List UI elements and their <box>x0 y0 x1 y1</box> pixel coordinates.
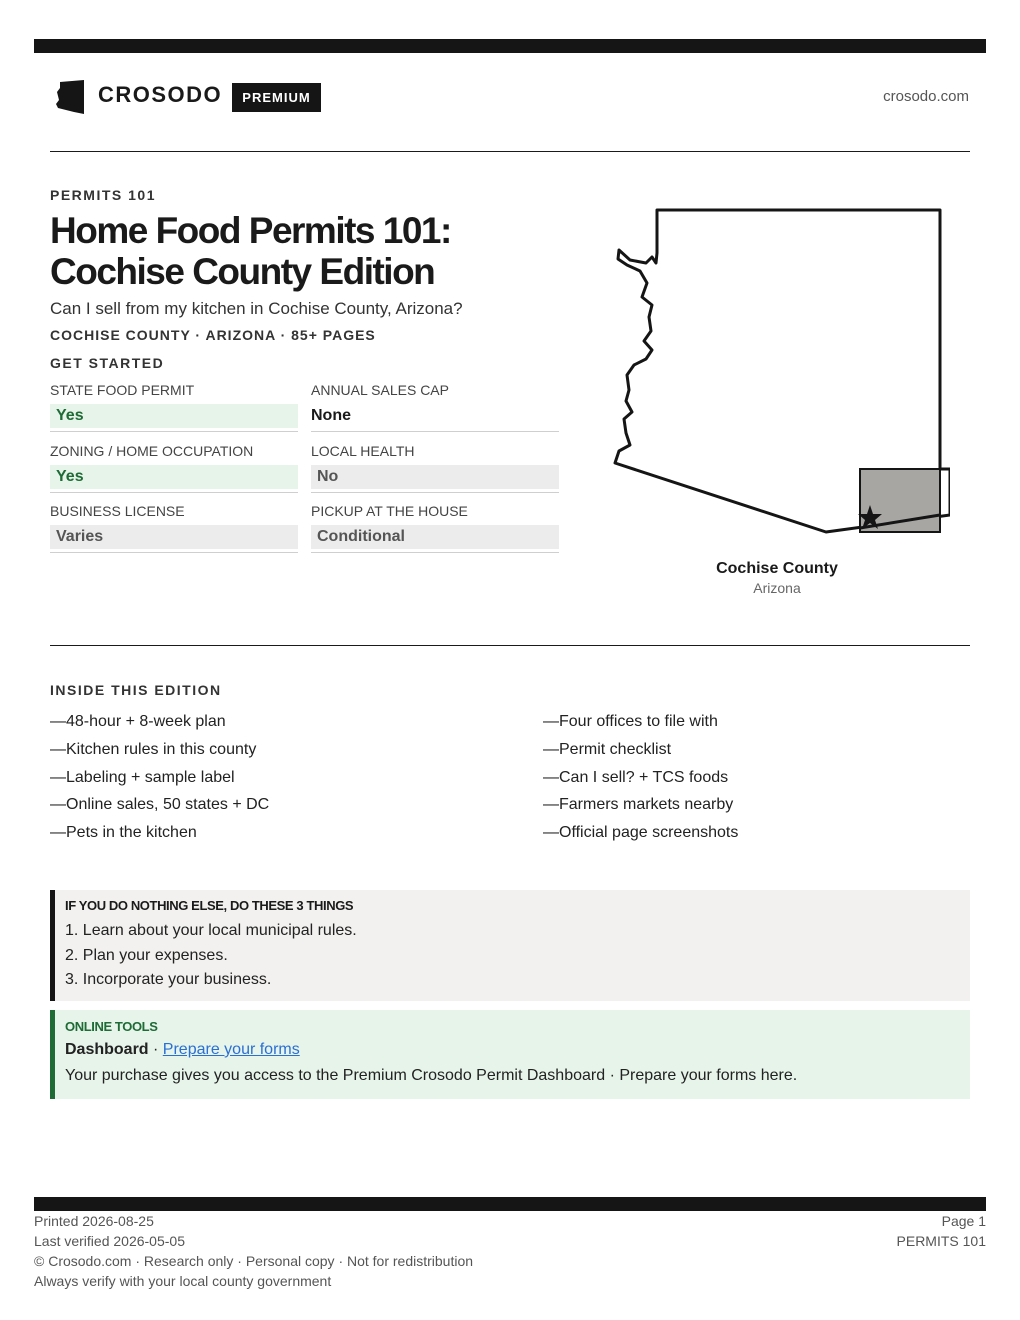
page-title: Home Food Permits 101: Cochise County Edition <box>50 210 451 292</box>
toc-item[interactable]: —Permit checklist <box>543 740 672 758</box>
callout-heading: IF YOU DO NOTHING ELSE, DO THESE 3 THINGS <box>65 898 354 913</box>
header-divider <box>50 151 970 152</box>
callout-item: 2. Plan your expenses. <box>65 946 228 964</box>
status-label: STATE FOOD PERMIT <box>50 382 195 398</box>
footer-section: PERMITS 101 <box>896 1233 986 1249</box>
top-bar <box>34 39 986 53</box>
status-value: No <box>311 465 559 489</box>
dashboard-label: Dashboard <box>65 1041 149 1058</box>
map-county-label: Cochise County <box>716 560 838 577</box>
site-url[interactable]: crosodo.com <box>883 88 969 105</box>
premium-badge: PREMIUM <box>232 83 321 112</box>
toc-item[interactable]: —Four offices to file with <box>543 713 718 730</box>
tools-separator: · <box>148 1041 163 1058</box>
status-local-health <box>311 443 559 493</box>
toc-item[interactable]: —Online sales, 50 states + DC <box>50 796 270 814</box>
footer-left <box>34 1211 473 1291</box>
get-started-heading: GET STARTED <box>50 355 165 371</box>
toc-item[interactable]: —Can I sell? + TCS foods <box>543 768 729 786</box>
footer-right <box>897 1211 986 1251</box>
status-annual-sales-cap <box>311 382 559 432</box>
tools-description: Your purchase gives you access to the Premium Crosodo Permit Dashboard · Prepare your forms here. <box>65 1067 798 1084</box>
status-value: Conditional <box>311 525 559 549</box>
status-label: BUSINESS LICENSE <box>50 503 185 519</box>
arizona-state-icon <box>56 80 86 114</box>
callout-item: 1. Learn about your local municipal rules. <box>65 922 357 939</box>
status-label: LOCAL HEALTH <box>311 443 415 459</box>
footer-bar <box>34 1197 986 1211</box>
status-pickup <box>311 503 559 553</box>
map-state-label: Arizona <box>753 580 801 596</box>
verified-date: Last verified 2026-05-05 <box>34 1233 185 1249</box>
copyright: © Crosodo.com · Research only · Personal copy · Not for redistribution <box>34 1253 474 1269</box>
status-value: None <box>311 407 351 424</box>
printed-date: Printed 2026-08-25 <box>34 1213 154 1229</box>
toc-heading: INSIDE THIS EDITION <box>50 682 222 698</box>
status-label: ANNUAL SALES CAP <box>311 382 449 398</box>
status-state-food-permit <box>50 382 298 432</box>
toc-item[interactable]: —48-hour + 8-week plan <box>50 713 226 730</box>
toc-item[interactable]: —Official page screenshots <box>543 824 739 842</box>
toc-column-right <box>543 708 983 847</box>
status-business-license <box>50 503 298 553</box>
section-kicker: PERMITS 101 <box>50 187 156 203</box>
callout-item: 3. Incorporate your business. <box>65 971 272 988</box>
edition-meta: COCHISE COUNTY · ARIZONA · 85+ PAGES <box>50 327 376 343</box>
toc-item[interactable]: —Kitchen rules in this county <box>50 740 257 758</box>
brand-name[interactable]: CROSODO <box>98 82 223 107</box>
page-number: Page 1 <box>941 1213 986 1229</box>
toc-item[interactable]: —Labeling + sample label <box>50 768 235 786</box>
verify-note: Always verify with your local county government <box>34 1273 332 1289</box>
prepare-forms-link[interactable]: Prepare your forms <box>162 1041 300 1058</box>
toc-item[interactable]: —Pets in the kitchen <box>50 824 197 842</box>
status-value: Yes <box>50 404 298 428</box>
toc-column-left <box>50 708 490 847</box>
toc-item[interactable]: —Farmers markets nearby <box>543 796 734 814</box>
status-zoning <box>50 443 298 493</box>
status-value: Yes <box>50 465 298 489</box>
page-subtitle: Can I sell from my kitchen in Cochise County, Arizona? <box>50 299 463 318</box>
three-things-callout <box>50 890 970 1001</box>
status-label: PICKUP AT THE HOUSE <box>311 503 468 519</box>
online-tools-callout <box>50 1010 970 1099</box>
status-value: Varies <box>50 525 298 549</box>
section-divider <box>50 645 970 646</box>
arizona-county-map <box>610 205 950 540</box>
tools-heading: ONLINE TOOLS <box>65 1019 158 1034</box>
status-label: ZONING / HOME OCCUPATION <box>50 443 254 459</box>
map-caption <box>677 560 877 596</box>
